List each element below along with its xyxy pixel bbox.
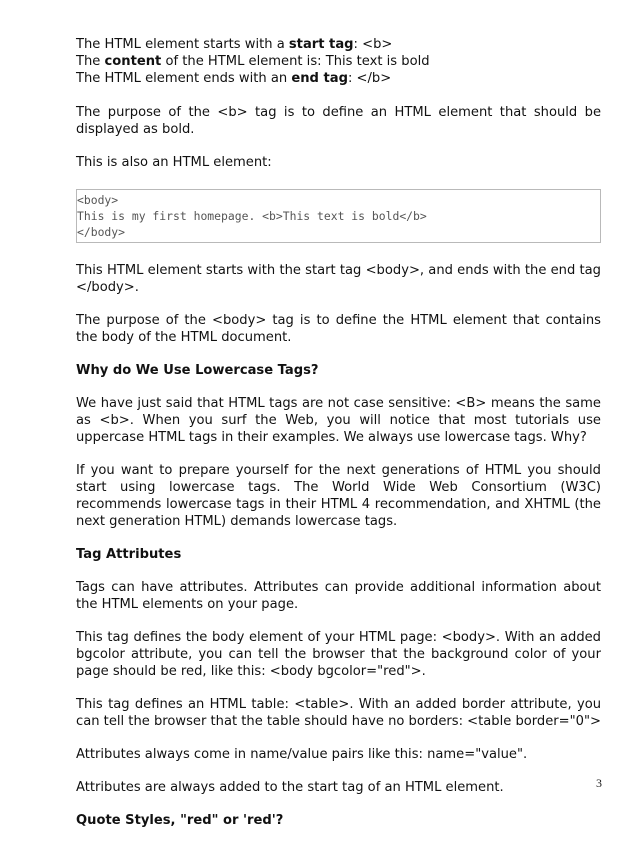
paragraph-purpose-b: The purpose of the <b> tag is to define an HTML element that should be displayed as bold. (76, 105, 601, 137)
text: : </b> (347, 71, 392, 86)
code-line: <body> (77, 193, 119, 207)
paragraph-table-border: This tag defines an HTML table: <table>. With an added border attribute, you can tell the browser that the table should have no borders: <table border="0"> (76, 697, 602, 729)
paragraph-body-tags: This HTML element starts with the start tag <body>, and ends with the end tag </body>. (76, 263, 601, 295)
document-body (76, 36, 601, 845)
code-line: This is my first homepage. <b>This text is bold</b> (77, 209, 427, 223)
heading-lowercase-tags: Why do We Use Lowercase Tags? (76, 363, 319, 378)
text: : <b> (353, 37, 393, 52)
paragraph-start-tag: Attributes are always added to the start tag of an HTML element. (76, 780, 504, 795)
code-example-block (76, 189, 601, 243)
bold-term: start tag (288, 37, 354, 52)
paragraph-attributes-intro: Tags can have attributes. Attributes can provide additional information about the HTML elements on your page. (76, 580, 601, 612)
bold-term: content (104, 54, 162, 69)
intro-line-start-tag (76, 36, 601, 53)
text: The (76, 54, 105, 69)
paragraph-case-sensitivity: We have just said that HTML tags are not case sensitive: <B> means the same as <b>. When you surf the Web, you will notice that most tutorials use uppercase HTML tags in their examples. We always use lowercase tags. Why? (76, 396, 601, 445)
paragraph-purpose-body: The purpose of the <body> tag is to define the HTML element that contains the body of the HTML document. (76, 313, 601, 345)
intro-line-content (76, 53, 601, 70)
text: The HTML element ends with an (76, 71, 292, 86)
heading-quote-styles: Quote Styles, "red" or 'red'? (76, 813, 284, 828)
intro-lines (76, 36, 601, 87)
text: of the HTML element is: This text is bold (161, 54, 430, 69)
paragraph-name-value-pairs: Attributes always come in name/value pairs like this: name="value". (76, 747, 528, 762)
heading-tag-attributes: Tag Attributes (76, 547, 182, 562)
paragraph-also-element: This is also an HTML element: (76, 155, 272, 170)
text: The HTML element starts with a (76, 37, 289, 52)
page-number: 3 (596, 776, 602, 790)
paragraph-bgcolor: This tag defines the body element of your HTML page: <body>. With an added bgcolor attribute, you can tell the browser that the background color of your page should be red, like this: <body bgcolor="red">. (76, 630, 601, 679)
paragraph-future-html: If you want to prepare yourself for the next generations of HTML you should start using lowercase tags. The World Wide Web Consortium (W3C) recommends lowercase tags in their HTML 4 recommendation, and XHTML (the next generation HTML) demands lowercase tags. (76, 463, 601, 529)
bold-term: end tag (291, 71, 348, 86)
intro-line-end-tag (76, 70, 601, 87)
code-line: </body> (77, 225, 126, 239)
